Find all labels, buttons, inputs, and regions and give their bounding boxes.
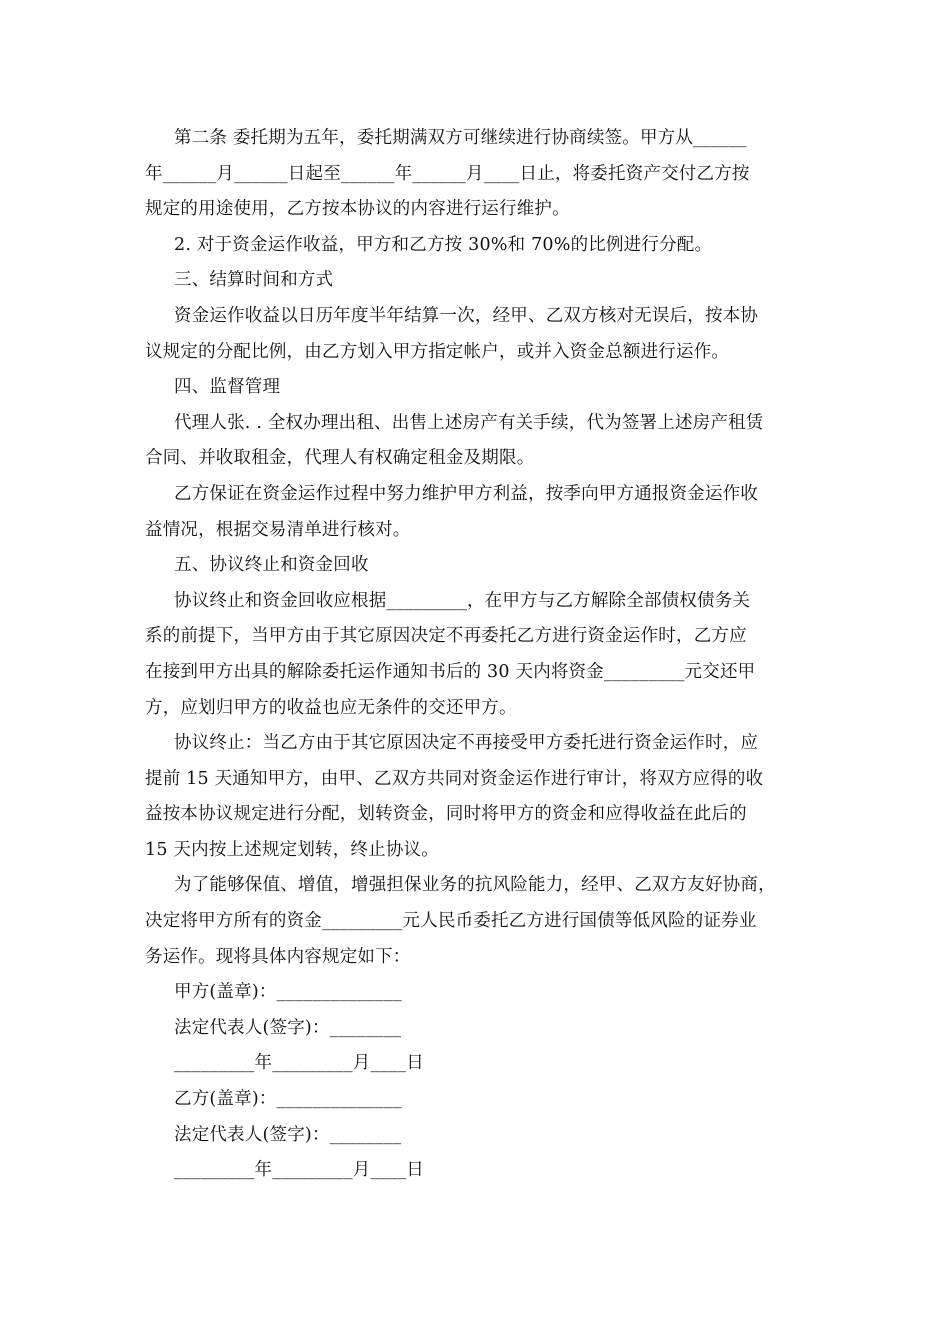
text-line: 乙方保证在资金运作过程中努力维护甲方利益，按季向甲方通报资金运作收 <box>174 483 759 504</box>
text-line: 合同、并收取租金，代理人有权确定租金及期限。 <box>145 448 535 469</box>
text-line: 务运作。现将具体内容规定如下： <box>145 946 411 967</box>
text-line: 在接到甲方出具的解除委托运作通知书后的 30 天内将资金_________元交还甲 <box>145 661 756 682</box>
party-b-seal-line: 乙方(盖章)：______________ <box>174 1089 402 1110</box>
text-line: 规定的用途使用，乙方按本协议的内容进行运行维护。 <box>145 199 570 220</box>
text-line: 议规定的分配比例，由乙方划入甲方指定帐户，或并入资金总额进行运作。 <box>145 341 730 362</box>
text-line: 2. 对于资金运作收益，甲方和乙方按 30%和 70%的比例进行分配。 <box>174 234 713 255</box>
text-line: 益情况，根据交易清单进行核对。 <box>145 519 411 540</box>
text-line: 益按本协议规定进行分配，划转资金，同时将甲方的资金和应得收益在此后的 <box>145 804 747 825</box>
section-heading: 三、结算时间和方式 <box>174 270 334 291</box>
text-line: 资金运作收益以日历年度半年结算一次，经甲、乙双方核对无误后，按本协 <box>174 305 759 326</box>
text-line: 方，应划归甲方的收益也应无条件的交还甲方。 <box>145 697 517 718</box>
section-heading: 四、监督管理 <box>174 377 281 398</box>
text-line: 代理人张. . 全权办理出租、出售上述房产有关手续，代为签署上述房产租赁 <box>174 412 764 433</box>
text-line: 提前 15 天通知甲方，由甲、乙双方共同对资金运作进行审计，将双方应得的收 <box>145 768 764 789</box>
text-line: 年______月______日起至______年______月____日止，将委托资产交付乙方按 <box>145 163 750 184</box>
party-a-signature-line: 法定代表人(签字)：________ <box>174 1017 402 1038</box>
text-line: 系的前提下，当甲方由于其它原因决定不再委托乙方进行资金运作时，乙方应 <box>145 626 747 647</box>
party-b-date-line: _________年_________月____日 <box>174 1160 424 1181</box>
party-a-date-line: _________年_________月____日 <box>174 1053 424 1074</box>
text-line: 协议终止：当乙方由于其它原因决定不再接受甲方委托进行资金运作时，应 <box>174 733 759 754</box>
section-heading: 五、协议终止和资金回收 <box>174 555 369 576</box>
text-line: 为了能够保值、增值，增强担保业务的抗风险能力，经甲、乙双方友好协商， <box>174 875 776 896</box>
document-body <box>145 121 810 1189</box>
party-b-signature-line: 法定代表人(签字)：________ <box>174 1124 402 1145</box>
text-line: 决定将甲方所有的资金_________元人民币委托乙方进行国债等低风险的证券业 <box>145 911 757 932</box>
text-line: 第二条 委托期为五年，委托期满双方可继续进行协商续签。甲方从______ <box>174 128 747 148</box>
text-line: 协议终止和资金回收应根据_________，在甲方与乙方解除全部债权债务关 <box>174 590 751 611</box>
text-line: 15 天内按上述规定划转，终止协议。 <box>145 839 439 860</box>
party-a-seal-line: 甲方(盖章)：______________ <box>174 982 402 1003</box>
